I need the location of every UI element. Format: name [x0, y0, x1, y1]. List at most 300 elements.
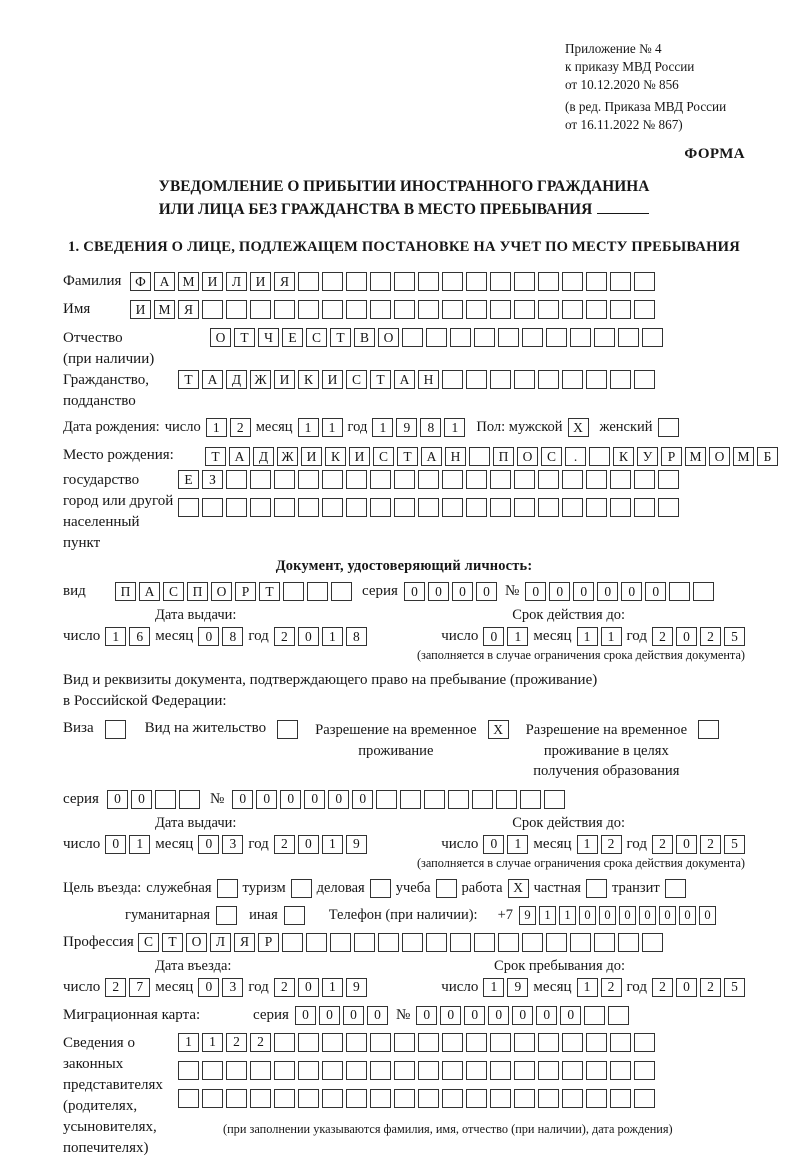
char-cell[interactable]: Т [370, 370, 391, 389]
char-cell[interactable]: Р [235, 582, 256, 601]
char-cell[interactable]: 0 [198, 978, 219, 997]
char-cell[interactable]: С [373, 447, 394, 466]
char-cell[interactable] [442, 470, 463, 489]
char-cell[interactable]: 0 [512, 1006, 533, 1025]
char-cell[interactable] [418, 300, 439, 319]
char-cell[interactable]: Т [397, 447, 418, 466]
char-cell[interactable]: 0 [549, 582, 570, 601]
char-cell[interactable] [642, 328, 663, 347]
char-cell[interactable] [634, 1033, 655, 1052]
char-cell[interactable] [498, 933, 519, 952]
char-cell[interactable]: Д [226, 370, 247, 389]
char-cell[interactable]: 1 [322, 978, 343, 997]
char-cell[interactable]: . [565, 447, 586, 466]
char-cell[interactable] [538, 272, 559, 291]
char-cell[interactable]: В [354, 328, 375, 347]
char-cell[interactable] [634, 1061, 655, 1080]
char-cell[interactable]: 6 [129, 627, 150, 646]
char-cell[interactable]: 0 [319, 1006, 340, 1025]
char-cell[interactable] [490, 300, 511, 319]
char-cell[interactable] [490, 1061, 511, 1080]
char-cell[interactable] [394, 1089, 415, 1108]
char-cell[interactable]: 0 [352, 790, 373, 809]
char-cell[interactable]: И [322, 370, 343, 389]
char-cell[interactable]: X [508, 879, 529, 898]
char-cell[interactable] [394, 272, 415, 291]
char-cell[interactable] [490, 272, 511, 291]
char-cell[interactable] [394, 498, 415, 517]
char-cell[interactable]: 0 [483, 835, 504, 854]
char-cell[interactable] [178, 1061, 199, 1080]
char-cell[interactable] [514, 1033, 535, 1052]
char-cell[interactable] [514, 1061, 535, 1080]
char-cell[interactable]: 0 [476, 582, 497, 601]
char-cell[interactable] [298, 1089, 319, 1108]
char-cell[interactable] [466, 470, 487, 489]
char-cell[interactable] [469, 447, 490, 466]
char-cell[interactable] [322, 470, 343, 489]
char-cell[interactable]: 1 [322, 627, 343, 646]
char-cell[interactable] [466, 272, 487, 291]
char-cell[interactable] [562, 498, 583, 517]
char-cell[interactable] [226, 498, 247, 517]
char-cell[interactable]: М [685, 447, 706, 466]
char-cell[interactable]: 0 [464, 1006, 485, 1025]
char-cell[interactable] [562, 1089, 583, 1108]
char-cell[interactable] [514, 300, 535, 319]
char-cell[interactable]: С [306, 328, 327, 347]
char-cell[interactable]: 0 [483, 627, 504, 646]
char-cell[interactable] [178, 1089, 199, 1108]
char-cell[interactable]: З [202, 470, 223, 489]
char-cell[interactable]: П [187, 582, 208, 601]
char-cell[interactable]: 2 [230, 418, 251, 437]
char-cell[interactable]: А [229, 447, 250, 466]
char-cell[interactable] [306, 933, 327, 952]
char-cell[interactable] [584, 1006, 605, 1025]
char-cell[interactable] [284, 906, 305, 925]
char-cell[interactable]: 0 [428, 582, 449, 601]
char-cell[interactable]: 0 [298, 978, 319, 997]
char-cell[interactable]: 5 [724, 978, 745, 997]
char-cell[interactable] [634, 370, 655, 389]
char-cell[interactable]: 0 [105, 835, 126, 854]
char-cell[interactable] [370, 1061, 391, 1080]
char-cell[interactable]: П [493, 447, 514, 466]
char-cell[interactable] [562, 1061, 583, 1080]
char-cell[interactable]: 9 [507, 978, 528, 997]
char-cell[interactable] [298, 272, 319, 291]
char-cell[interactable] [466, 1089, 487, 1108]
char-cell[interactable] [282, 933, 303, 952]
char-cell[interactable]: Л [210, 933, 231, 952]
char-cell[interactable] [277, 720, 298, 739]
char-cell[interactable] [346, 272, 367, 291]
char-cell[interactable]: 9 [519, 906, 536, 925]
char-cell[interactable] [538, 300, 559, 319]
char-cell[interactable]: 0 [619, 906, 636, 925]
char-cell[interactable]: 1 [444, 418, 465, 437]
char-cell[interactable]: И [250, 272, 271, 291]
char-cell[interactable]: 0 [659, 906, 676, 925]
char-cell[interactable] [450, 933, 471, 952]
char-cell[interactable] [642, 933, 663, 952]
char-cell[interactable]: К [325, 447, 346, 466]
char-cell[interactable]: 0 [107, 790, 128, 809]
char-cell[interactable]: 5 [724, 835, 745, 854]
char-cell[interactable]: 1 [507, 627, 528, 646]
char-cell[interactable] [522, 933, 543, 952]
char-cell[interactable]: 0 [343, 1006, 364, 1025]
char-cell[interactable] [562, 300, 583, 319]
char-cell[interactable]: 2 [601, 978, 622, 997]
char-cell[interactable]: Т [162, 933, 183, 952]
char-cell[interactable] [331, 582, 352, 601]
char-cell[interactable] [322, 1089, 343, 1108]
char-cell[interactable] [370, 498, 391, 517]
char-cell[interactable]: Н [418, 370, 439, 389]
char-cell[interactable] [442, 272, 463, 291]
char-cell[interactable] [155, 790, 176, 809]
char-cell[interactable] [418, 1061, 439, 1080]
char-cell[interactable]: 0 [131, 790, 152, 809]
char-cell[interactable] [698, 720, 719, 739]
char-cell[interactable] [610, 1061, 631, 1080]
char-cell[interactable]: 0 [597, 582, 618, 601]
char-cell[interactable] [570, 933, 591, 952]
char-cell[interactable]: 1 [559, 906, 576, 925]
char-cell[interactable] [442, 1089, 463, 1108]
char-cell[interactable] [610, 300, 631, 319]
char-cell[interactable]: X [568, 418, 589, 437]
char-cell[interactable]: О [378, 328, 399, 347]
char-cell[interactable]: 2 [700, 835, 721, 854]
char-cell[interactable] [496, 790, 517, 809]
char-cell[interactable] [520, 790, 541, 809]
char-cell[interactable]: 1 [483, 978, 504, 997]
char-cell[interactable]: 0 [328, 790, 349, 809]
char-cell[interactable] [442, 498, 463, 517]
char-cell[interactable] [474, 328, 495, 347]
char-cell[interactable]: Я [274, 272, 295, 291]
char-cell[interactable]: 9 [346, 978, 367, 997]
char-cell[interactable]: И [301, 447, 322, 466]
char-cell[interactable]: О [186, 933, 207, 952]
char-cell[interactable]: Т [234, 328, 255, 347]
char-cell[interactable]: 1 [601, 627, 622, 646]
char-cell[interactable]: М [733, 447, 754, 466]
char-cell[interactable] [226, 470, 247, 489]
char-cell[interactable] [216, 906, 237, 925]
char-cell[interactable] [466, 498, 487, 517]
char-cell[interactable] [274, 300, 295, 319]
char-cell[interactable] [669, 582, 690, 601]
char-cell[interactable] [298, 1061, 319, 1080]
char-cell[interactable]: Ж [250, 370, 271, 389]
char-cell[interactable] [589, 447, 610, 466]
char-cell[interactable] [322, 498, 343, 517]
char-cell[interactable] [346, 1089, 367, 1108]
char-cell[interactable] [217, 879, 238, 898]
char-cell[interactable] [490, 470, 511, 489]
char-cell[interactable]: 0 [621, 582, 642, 601]
char-cell[interactable]: Т [330, 328, 351, 347]
char-cell[interactable]: 1 [539, 906, 556, 925]
char-cell[interactable] [450, 328, 471, 347]
char-cell[interactable] [538, 1089, 559, 1108]
char-cell[interactable] [250, 498, 271, 517]
char-cell[interactable] [466, 370, 487, 389]
char-cell[interactable] [291, 879, 312, 898]
char-cell[interactable]: К [613, 447, 634, 466]
char-cell[interactable] [610, 272, 631, 291]
char-cell[interactable] [418, 498, 439, 517]
char-cell[interactable]: А [154, 272, 175, 291]
char-cell[interactable]: 0 [232, 790, 253, 809]
char-cell[interactable] [370, 470, 391, 489]
char-cell[interactable] [179, 790, 200, 809]
char-cell[interactable]: Л [226, 272, 247, 291]
char-cell[interactable] [322, 272, 343, 291]
char-cell[interactable] [586, 272, 607, 291]
char-cell[interactable] [298, 1033, 319, 1052]
char-cell[interactable] [442, 1033, 463, 1052]
char-cell[interactable]: О [211, 582, 232, 601]
char-cell[interactable] [426, 933, 447, 952]
char-cell[interactable]: 2 [700, 627, 721, 646]
char-cell[interactable]: 1 [206, 418, 227, 437]
char-cell[interactable] [608, 1006, 629, 1025]
char-cell[interactable]: Б [757, 447, 778, 466]
char-cell[interactable] [448, 790, 469, 809]
char-cell[interactable] [400, 790, 421, 809]
char-cell[interactable]: 0 [645, 582, 666, 601]
char-cell[interactable]: 0 [304, 790, 325, 809]
char-cell[interactable] [610, 1033, 631, 1052]
char-cell[interactable]: 2 [250, 1033, 271, 1052]
char-cell[interactable]: О [709, 447, 730, 466]
char-cell[interactable]: 2 [652, 835, 673, 854]
char-cell[interactable] [634, 470, 655, 489]
char-cell[interactable] [538, 470, 559, 489]
char-cell[interactable]: С [541, 447, 562, 466]
char-cell[interactable] [426, 328, 447, 347]
char-cell[interactable] [442, 370, 463, 389]
char-cell[interactable] [538, 1061, 559, 1080]
char-cell[interactable]: 1 [298, 418, 319, 437]
char-cell[interactable] [586, 370, 607, 389]
char-cell[interactable] [610, 498, 631, 517]
char-cell[interactable] [538, 498, 559, 517]
char-cell[interactable]: 1 [577, 627, 598, 646]
char-cell[interactable] [402, 328, 423, 347]
char-cell[interactable]: 2 [601, 835, 622, 854]
char-cell[interactable] [586, 1033, 607, 1052]
char-cell[interactable] [562, 370, 583, 389]
char-cell[interactable]: А [394, 370, 415, 389]
char-cell[interactable]: 2 [274, 835, 295, 854]
char-cell[interactable]: 0 [280, 790, 301, 809]
char-cell[interactable] [378, 933, 399, 952]
char-cell[interactable] [402, 933, 423, 952]
char-cell[interactable] [442, 300, 463, 319]
char-cell[interactable] [634, 1089, 655, 1108]
char-cell[interactable] [370, 300, 391, 319]
char-cell[interactable]: X [488, 720, 509, 739]
char-cell[interactable]: 1 [129, 835, 150, 854]
char-cell[interactable]: 0 [639, 906, 656, 925]
char-cell[interactable] [250, 1061, 271, 1080]
char-cell[interactable]: 8 [222, 627, 243, 646]
char-cell[interactable]: 0 [416, 1006, 437, 1025]
char-cell[interactable]: С [163, 582, 184, 601]
char-cell[interactable] [562, 470, 583, 489]
char-cell[interactable] [634, 300, 655, 319]
char-cell[interactable] [634, 498, 655, 517]
char-cell[interactable]: 0 [198, 835, 219, 854]
char-cell[interactable]: 1 [322, 835, 343, 854]
char-cell[interactable]: О [517, 447, 538, 466]
char-cell[interactable] [514, 1089, 535, 1108]
char-cell[interactable] [274, 1033, 295, 1052]
char-cell[interactable] [586, 879, 607, 898]
char-cell[interactable] [283, 582, 304, 601]
char-cell[interactable] [346, 470, 367, 489]
char-cell[interactable]: Ж [277, 447, 298, 466]
char-cell[interactable] [370, 272, 391, 291]
char-cell[interactable]: И [130, 300, 151, 319]
char-cell[interactable]: 3 [222, 835, 243, 854]
char-cell[interactable] [498, 328, 519, 347]
char-cell[interactable]: 2 [652, 978, 673, 997]
char-cell[interactable]: П [115, 582, 136, 601]
char-cell[interactable] [538, 370, 559, 389]
char-cell[interactable] [418, 470, 439, 489]
char-cell[interactable]: 0 [579, 906, 596, 925]
char-cell[interactable]: 1 [372, 418, 393, 437]
char-cell[interactable]: Н [445, 447, 466, 466]
char-cell[interactable]: 0 [676, 627, 697, 646]
char-cell[interactable] [298, 470, 319, 489]
char-cell[interactable] [586, 470, 607, 489]
char-cell[interactable]: 0 [536, 1006, 557, 1025]
char-cell[interactable] [424, 790, 445, 809]
char-cell[interactable]: 0 [295, 1006, 316, 1025]
char-cell[interactable]: 3 [222, 978, 243, 997]
char-cell[interactable]: Ф [130, 272, 151, 291]
char-cell[interactable]: 0 [440, 1006, 461, 1025]
char-cell[interactable] [105, 720, 126, 739]
char-cell[interactable]: 0 [573, 582, 594, 601]
char-cell[interactable] [298, 300, 319, 319]
char-cell[interactable] [490, 1033, 511, 1052]
char-cell[interactable]: 8 [420, 418, 441, 437]
char-cell[interactable]: И [274, 370, 295, 389]
char-cell[interactable] [330, 933, 351, 952]
char-cell[interactable] [250, 300, 271, 319]
char-cell[interactable] [586, 300, 607, 319]
char-cell[interactable] [307, 582, 328, 601]
char-cell[interactable] [202, 498, 223, 517]
char-cell[interactable] [370, 1089, 391, 1108]
char-cell[interactable] [418, 1033, 439, 1052]
char-cell[interactable] [522, 328, 543, 347]
char-cell[interactable] [594, 328, 615, 347]
char-cell[interactable]: 7 [129, 978, 150, 997]
char-cell[interactable]: Т [178, 370, 199, 389]
char-cell[interactable] [490, 370, 511, 389]
char-cell[interactable]: 5 [724, 627, 745, 646]
char-cell[interactable] [370, 1033, 391, 1052]
char-cell[interactable] [250, 470, 271, 489]
char-cell[interactable]: О [210, 328, 231, 347]
char-cell[interactable] [436, 879, 457, 898]
char-cell[interactable] [274, 470, 295, 489]
char-cell[interactable] [562, 1033, 583, 1052]
char-cell[interactable]: 0 [676, 835, 697, 854]
char-cell[interactable] [538, 1033, 559, 1052]
char-cell[interactable] [376, 790, 397, 809]
char-cell[interactable] [586, 498, 607, 517]
char-cell[interactable]: 2 [226, 1033, 247, 1052]
char-cell[interactable] [466, 1061, 487, 1080]
char-cell[interactable]: Я [178, 300, 199, 319]
char-cell[interactable]: 1 [202, 1033, 223, 1052]
char-cell[interactable]: 0 [699, 906, 716, 925]
char-cell[interactable] [346, 1033, 367, 1052]
char-cell[interactable] [322, 1061, 343, 1080]
char-cell[interactable]: Е [282, 328, 303, 347]
char-cell[interactable] [665, 879, 686, 898]
char-cell[interactable]: 0 [404, 582, 425, 601]
char-cell[interactable] [546, 933, 567, 952]
char-cell[interactable] [466, 300, 487, 319]
char-cell[interactable] [418, 1089, 439, 1108]
char-cell[interactable] [346, 300, 367, 319]
char-cell[interactable] [586, 1089, 607, 1108]
char-cell[interactable]: 0 [256, 790, 277, 809]
char-cell[interactable] [544, 790, 565, 809]
char-cell[interactable] [658, 470, 679, 489]
char-cell[interactable] [514, 498, 535, 517]
char-cell[interactable] [658, 498, 679, 517]
char-cell[interactable] [354, 933, 375, 952]
char-cell[interactable]: Р [258, 933, 279, 952]
char-cell[interactable] [474, 933, 495, 952]
char-cell[interactable]: 2 [700, 978, 721, 997]
char-cell[interactable]: 1 [577, 978, 598, 997]
char-cell[interactable]: А [421, 447, 442, 466]
char-cell[interactable] [610, 470, 631, 489]
char-cell[interactable]: 0 [560, 1006, 581, 1025]
char-cell[interactable] [394, 1061, 415, 1080]
char-cell[interactable] [562, 272, 583, 291]
char-cell[interactable] [634, 272, 655, 291]
char-cell[interactable]: 2 [652, 627, 673, 646]
char-cell[interactable]: 2 [274, 627, 295, 646]
char-cell[interactable]: 0 [198, 627, 219, 646]
char-cell[interactable]: 9 [346, 835, 367, 854]
char-cell[interactable]: 0 [488, 1006, 509, 1025]
char-cell[interactable] [514, 470, 535, 489]
char-cell[interactable] [570, 328, 591, 347]
char-cell[interactable] [586, 1061, 607, 1080]
char-cell[interactable]: Ч [258, 328, 279, 347]
char-cell[interactable] [693, 582, 714, 601]
char-cell[interactable]: 0 [679, 906, 696, 925]
char-cell[interactable] [442, 1061, 463, 1080]
char-cell[interactable] [610, 370, 631, 389]
